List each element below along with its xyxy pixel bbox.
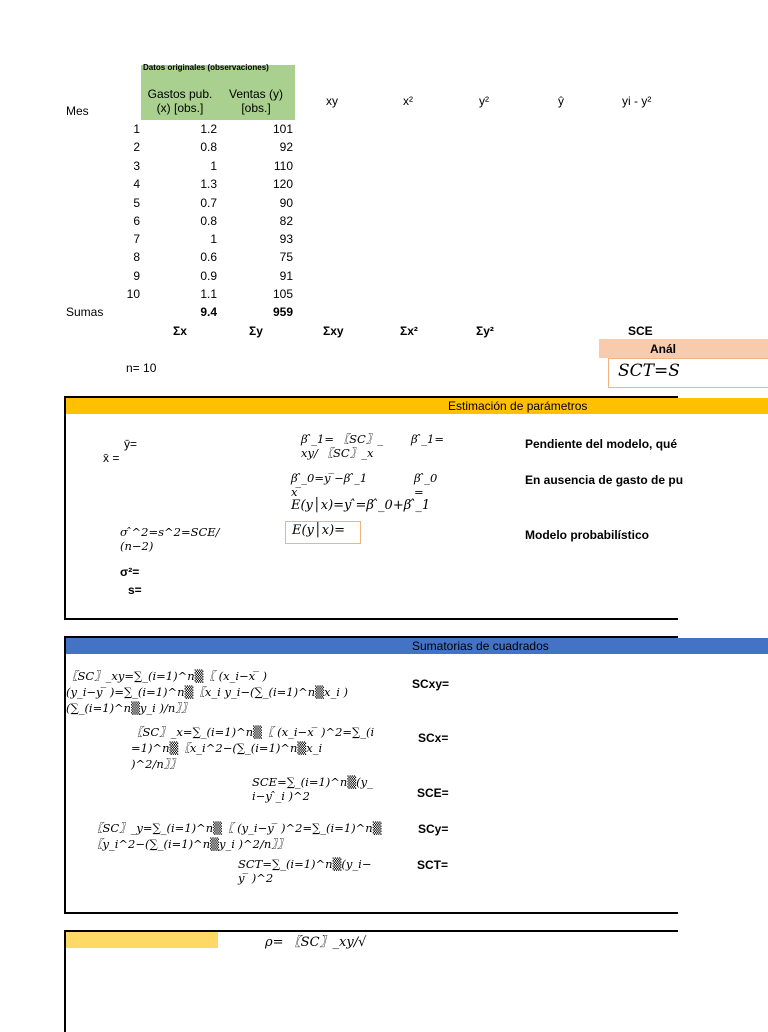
col-header-y: Ventas (y) [obs.] bbox=[228, 87, 284, 115]
scy-label: SCy= bbox=[418, 822, 449, 836]
sum-y: 959 bbox=[272, 305, 293, 319]
col-header-yhat: ŷ bbox=[558, 94, 564, 108]
col-header-x: Gastos pub. (x) [obs.] bbox=[147, 87, 213, 115]
row-y: 90 bbox=[279, 196, 293, 210]
row-mes: 1 bbox=[133, 122, 140, 136]
sct-formula: SCT=S bbox=[618, 361, 680, 381]
b1-eq: β ̂_1= bbox=[411, 432, 445, 446]
col-header-y2: y² bbox=[479, 94, 489, 108]
original-data-title: Datos originales (observaciones) bbox=[143, 63, 269, 72]
row-x: 0.8 bbox=[200, 214, 217, 228]
scy-formula: 〖SC〗_y=∑_(i=1)^n▒〖 (y_i−y ̅ )^2=∑_(i=1)^n▒ 〖y_i^2−(∑_(i=1)^n▒y_i )^2/n〗〗 bbox=[91, 821, 382, 851]
analysis-bar bbox=[599, 339, 768, 358]
row-mes: 2 bbox=[133, 140, 140, 154]
b1-formula: β ̂_1= 〖SC〗_ xy/ 〖SC〗_x bbox=[301, 432, 384, 460]
row-mes: 8 bbox=[133, 250, 140, 264]
sce-header: SCE bbox=[628, 324, 653, 338]
row-mes: 6 bbox=[133, 214, 140, 228]
analysis-label: Anál bbox=[650, 342, 677, 356]
col-header-xy: xy bbox=[326, 94, 338, 108]
row-mes: 7 bbox=[133, 232, 140, 246]
b0-eq: β ̂_0 = bbox=[414, 471, 438, 499]
row-x: 1 bbox=[210, 232, 217, 246]
estimation-title-bar bbox=[66, 398, 768, 414]
col-header-residual: yi - y² bbox=[622, 94, 652, 108]
row-y: 110 bbox=[273, 159, 293, 173]
sigma-x2-label: Σx² bbox=[400, 324, 418, 338]
n-value: n= 10 bbox=[126, 361, 157, 375]
sce-label: SCE= bbox=[417, 786, 449, 800]
row-mes: 3 bbox=[133, 159, 140, 173]
sigma-y-label: Σy bbox=[249, 324, 263, 338]
sct-label: SCT= bbox=[417, 858, 449, 872]
slope-description: Pendiente del modelo, qué bbox=[525, 437, 678, 451]
expectation-formula: E(y│x)=y ̂=β ̂_0+β ̂_1 bbox=[291, 498, 431, 513]
row-y: 75 bbox=[279, 250, 293, 264]
scx-label: SCx= bbox=[418, 731, 449, 745]
row-y: 101 bbox=[272, 122, 293, 136]
scx-formula: 〖SC〗_x=∑_(i=1)^n▒〖 (x_i−x ̅ )^2=∑_(i =1)^n▒〖x_i^2−(∑_(i=1)^n▒x_i )^2/n〗〗 bbox=[131, 725, 375, 771]
row-y: 105 bbox=[272, 287, 293, 301]
sum-x: 9.4 bbox=[200, 305, 217, 319]
row-mes: 4 bbox=[133, 177, 140, 191]
row-x: 0.7 bbox=[200, 196, 217, 210]
row-x: 0.6 bbox=[200, 250, 217, 264]
intercept-description: En ausencia de gasto de pu bbox=[525, 473, 684, 487]
row-mes: 10 bbox=[126, 287, 140, 301]
scxy-formula: 〖SC〗_xy=∑_(i=1)^n▒〖 (x_i−x ̅ ) (y_i−y ̅ )=∑_(i=1)^n▒〖x_i y_i−(∑_(i=1)^n▒x_i ) (∑_(i=1)^n▒y_i )/n〗〗 bbox=[66, 669, 349, 715]
s-label: s= bbox=[128, 583, 142, 597]
row-x: 0.9 bbox=[200, 269, 217, 283]
row-x: 1.1 bbox=[200, 287, 217, 301]
row-x: 1 bbox=[210, 159, 217, 173]
estimation-title: Estimación de parámetros bbox=[448, 399, 588, 413]
sigma-xy-label: Σxy bbox=[323, 324, 344, 338]
sigma2-label: σ²= bbox=[120, 565, 140, 579]
row-x: 1.2 bbox=[200, 122, 217, 136]
scxy-label: SCxy= bbox=[412, 677, 450, 691]
row-y: 93 bbox=[279, 232, 293, 246]
row-mes: 9 bbox=[133, 269, 140, 283]
sigma-y2-label: Σy² bbox=[476, 324, 494, 338]
correlation-title-bar bbox=[66, 932, 218, 948]
rho-formula: ρ= 〖SC〗_xy/√ bbox=[265, 935, 367, 950]
sce-formula: SCE=∑_(i=1)^n▒(y_ i−y ̂_i )^2 bbox=[252, 775, 373, 803]
sums-of-squares-title: Sumatorias de cuadrados bbox=[412, 639, 549, 653]
row-y: 92 bbox=[279, 140, 293, 154]
col-header-mes: Mes bbox=[66, 104, 89, 118]
row-x: 0.8 bbox=[200, 140, 217, 154]
sct-formula-2: SCT=∑_(i=1)^n▒(y_i− y ̅ )^2 bbox=[238, 857, 372, 885]
sums-label: Sumas bbox=[66, 305, 104, 319]
col-header-x2: x² bbox=[403, 94, 413, 108]
model-description: Modelo probabilístico bbox=[525, 528, 650, 542]
sigma-formula: σ ̂^2=s^2=SCE/ (n−2) bbox=[120, 525, 220, 553]
b0-formula: β ̂_0=y ̅−β ̂_1 x ̅ bbox=[291, 471, 368, 499]
expectation-box-text: E(y│x)= bbox=[292, 523, 346, 538]
sigma-x-label: Σx bbox=[173, 324, 187, 338]
xbar-label: x̄ = bbox=[103, 451, 120, 465]
row-y: 91 bbox=[279, 269, 293, 283]
ybar-label: ȳ= bbox=[124, 437, 138, 451]
row-y: 120 bbox=[272, 177, 293, 191]
row-x: 1.3 bbox=[200, 177, 217, 191]
row-y: 82 bbox=[279, 214, 293, 228]
row-mes: 5 bbox=[133, 196, 140, 210]
